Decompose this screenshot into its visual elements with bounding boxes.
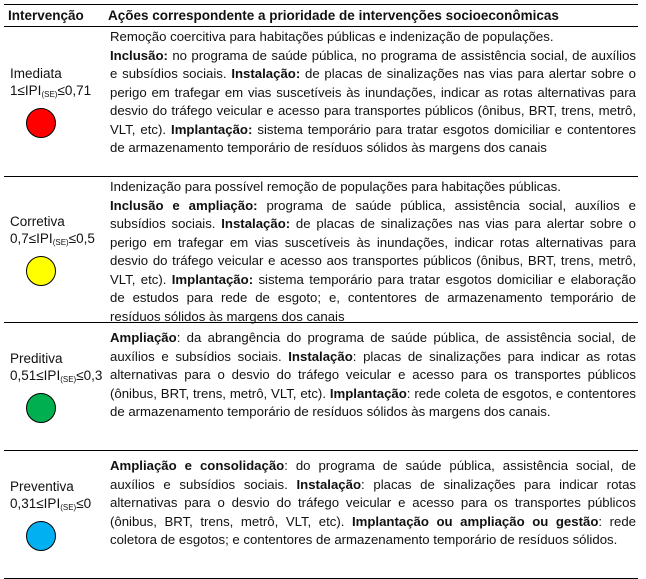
interventions-table xyxy=(4,4,638,579)
header-intervention: Intervenção xyxy=(8,8,84,23)
actions-cell: Indenização para possível remoção de populações para habitações públicas. Inclusão e ampliação: programa de saúde pública, assistência social, auxílios e subsídios sociais. Instalação: de placas de sinalizações nas vias para alertar sobre o perigo em trafegar em vias suscetíveis às inundações, indicar rotas alternativas para desvio do tráfego veicular e acesso aos transportes públicos (ônibus, BRT, trens, metrô, VLT, etc). Implantação: sistema temporário para tratar esgotos domiciliar e elaboração de estudos para rede de esgoto; e, contentores de armazenamento temporário de resíduos sólidos às margens dos canais xyxy=(110,179,637,324)
ipi-range: $1\le IPI_{(SE)}\le 0,71$ xyxy=(10,83,92,99)
intervention-cell xyxy=(4,451,106,578)
intervention-cell xyxy=(4,323,106,450)
intervention-cell xyxy=(4,177,106,322)
intervention-level: Preventiva xyxy=(10,479,74,494)
ipi-range: $0,7\le IPI_{(SE)}\le 0,5$ xyxy=(10,231,95,247)
actions-cell: Ampliação: da abrangência do programa de saúde pública, de assistência social, de auxílios e subsídios sociais. Instalação: placas de sinalizações para indicar as rotas alternativas para o desvio do tráfego veicular e acesso para os transportes públicos (ônibus, BRT, trens, metrô, VLT, etc). Implantação: rede coleta de esgotos, e contentores de armazenamento temporário de resíduos sólidos às margens dos canais. xyxy=(110,330,636,419)
intervention-level: Imediata xyxy=(10,66,62,81)
header-actions: Ações correspondente a prioridade de intervenções socioeconômicas xyxy=(108,8,559,23)
intervention-level: Corretiva xyxy=(10,214,65,229)
intervention-level: Preditiva xyxy=(10,351,63,366)
actions-cell: Remoção coercitiva para habitações públicas e indenização de populações. Inclusão: no programa de saúde pública, no programa de assistência social, de auxílios e subsídios sociais. Instalação: de placas de sinalizações nas vias para alertar sobre o perigo em trafegar em vias suscetíveis às inundações, indicar as rotas alternativas para desvio do tráfego veicular e acesso para transportes públicos (ônibus, BRT, trens, metrô, VLT, etc). Implantação: sistema temporário para tratar esgotos domiciliar e contentores de armazenamento temporário de resíduos sólidos às margens dos canais xyxy=(110,29,636,155)
table-row-imediata xyxy=(4,27,638,177)
table-row-preventiva xyxy=(4,451,638,579)
actions-cell: Ampliação e consolidação: do programa de saúde pública, assistência social, de auxílios e subsídios sociais. Instalação: placas de sinalizações para indicar rotas alternativas para o desvio do tráfego veicular e acesso para os transportes públicos (ônibus, BRT, trens, metrô, VLT, etc). Implantação ou ampliação ou gestão: rede coletora de esgotos; e contentores de armazenamento temporário de resíduos sólidos. xyxy=(110,458,636,547)
intervention-cell xyxy=(4,27,106,176)
table-header xyxy=(4,4,638,27)
priority-dot-yellow xyxy=(26,256,56,286)
priority-dot-red xyxy=(26,108,56,138)
ipi-range: $0,31\le IPI_{(SE)}\le 0$ xyxy=(10,496,92,512)
priority-dot-green xyxy=(26,393,56,423)
ipi-range: $0,51\le IPI_{(SE)}\le 0,3$ xyxy=(10,368,103,384)
table-row-corretiva xyxy=(4,177,638,323)
table-row-preditiva xyxy=(4,323,638,451)
priority-dot-blue xyxy=(26,521,56,551)
